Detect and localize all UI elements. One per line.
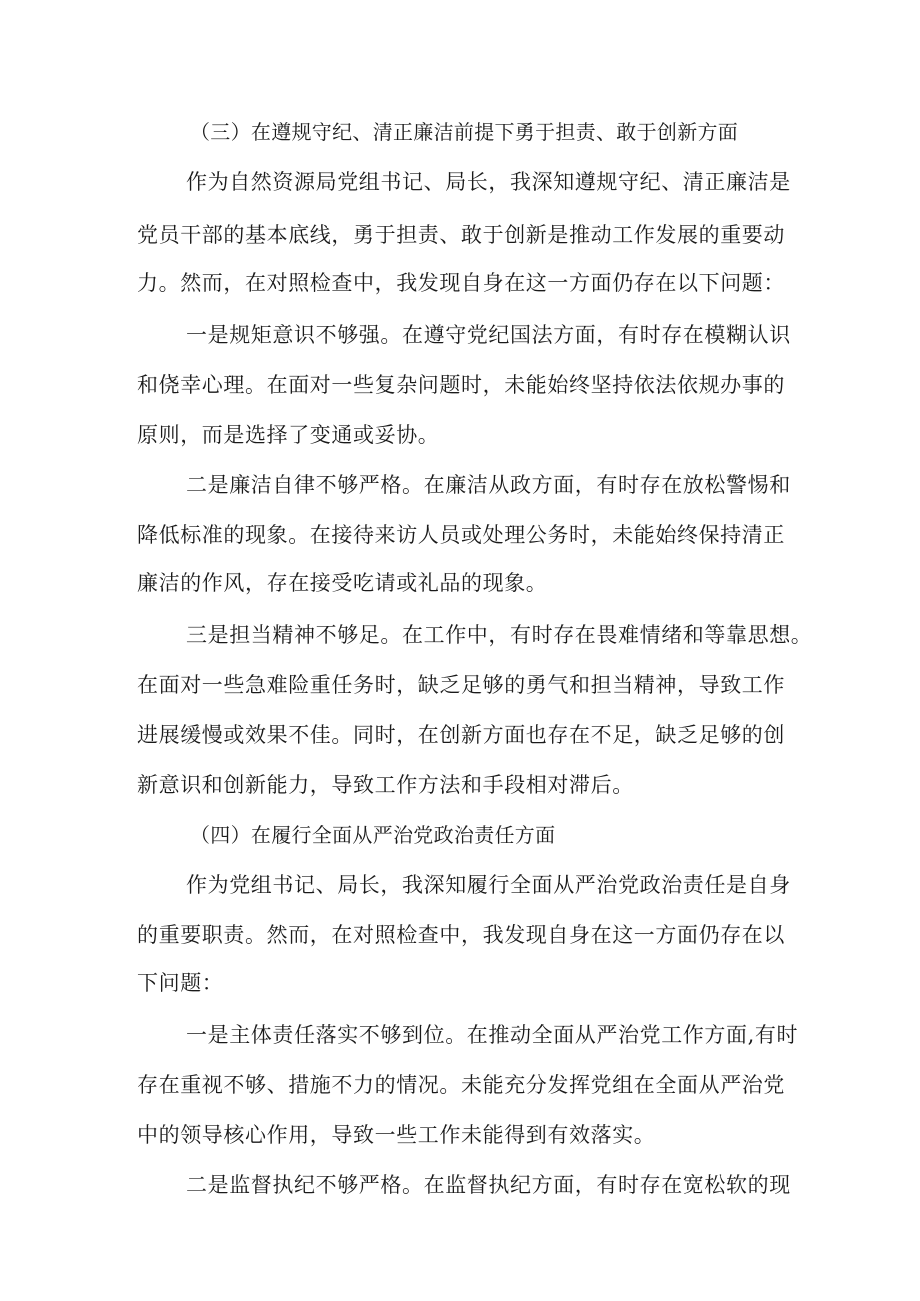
paragraph-line: 作为党组书记、局长，我深知履行全面从严治党政治责任是自身 [186,873,791,897]
paragraph-line: 力。然而，在对照检查中，我发现自身在这一方面仍存在以下问题： [137,271,785,295]
paragraph-line: 党员干部的基本底线，勇于担责、敢于创新是推动工作发展的重要动 [137,223,785,247]
paragraph-line: 一是主体责任落实不够到位。在推动全面从严治党工作方面,有时 [186,1023,799,1047]
paragraph-line: 中的领导核心作用，导致一些工作未能得到有效落实。 [137,1123,656,1147]
paragraph-line: 二是监督执纪不够严格。在监督执纪方面，有时存在宽松软的现 [186,1173,791,1197]
paragraph-line: 三是担当精神不够足。在工作中，有时存在畏难情绪和等靠思想。 [186,623,813,647]
paragraph-line: 原则，而是选择了变通或妥协。 [137,423,440,447]
paragraph-line: 二是廉洁自律不够严格。在廉洁从政方面，有时存在放松警惕和 [186,473,791,497]
paragraph-line: 下问题： [137,971,224,995]
section-heading-4: （四）在履行全面从严治党政治责任方面 [190,823,556,847]
paragraph-line: 和侥幸心理。在面对一些复杂问题时，未能始终坚持依法依规办事的 [137,373,785,397]
section-heading-3: （三）在遵规守纪、清正廉洁前提下勇于担责、敢于创新方面 [190,120,739,144]
paragraph-line: 一是规矩意识不够强。在遵守党纪国法方面，有时存在模糊认识 [186,323,791,347]
paragraph-line: 新意识和创新能力，导致工作方法和手段相对滞后。 [137,773,634,797]
paragraph-line: 的重要职责。然而，在对照检查中，我发现自身在这一方面仍存在以 [137,923,785,947]
paragraph-line: 廉洁的作风，存在接受吃请或礼品的现象。 [137,571,548,595]
paragraph-line: 降低标准的现象。在接待来访人员或处理公务时，未能始终保持清正 [137,523,785,547]
paragraph-line: 进展缓慢或效果不佳。同时，在创新方面也存在不足，缺乏足够的创 [137,723,785,747]
paragraph-line: 在面对一些急难险重任务时，缺乏足够的勇气和担当精神，导致工作 [137,673,785,697]
paragraph-line: 存在重视不够、措施不力的情况。未能充分发挥党组在全面从严治党 [137,1073,785,1097]
paragraph-line: 作为自然资源局党组书记、局长，我深知遵规守纪、清正廉洁是 [186,170,791,194]
